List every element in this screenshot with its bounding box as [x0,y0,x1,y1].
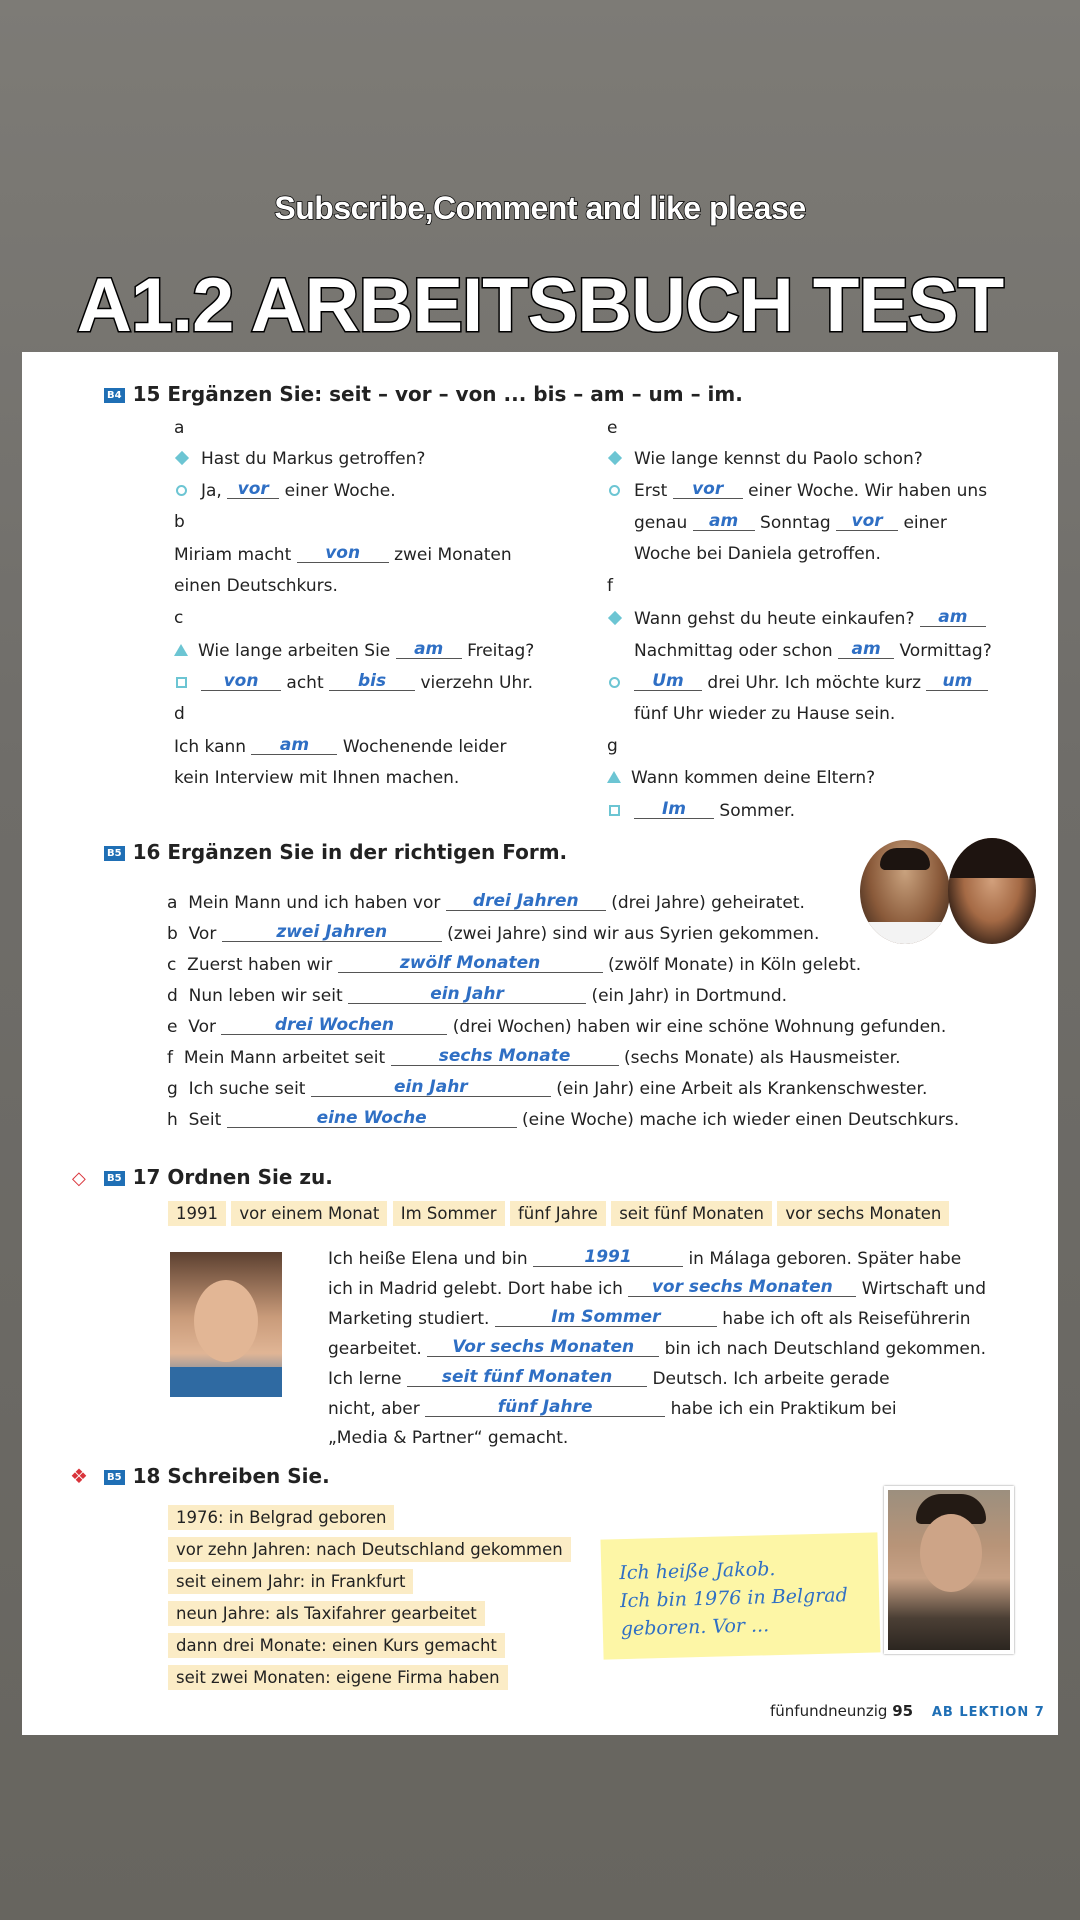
row-label: f [167,1048,173,1068]
row-label: g [167,1079,178,1099]
section-badge: B5 [104,846,125,861]
ex17-l5-post: Deutsch. Ich arbeite gerade [652,1369,890,1389]
answer-blank: von [201,672,281,691]
ex15-c-q-pre: Wie lange arbeiten Sie [198,641,391,661]
ex17-l2-post: Wirtschaft und [861,1279,986,1299]
ex15-a-pre: Ja, [201,481,222,501]
fact-item: seit einem Jahr: in Frankfurt [168,1569,413,1594]
square-bullet-icon [609,805,620,816]
fact-box [168,1569,413,1594]
ex15-a-answer-line [174,480,396,501]
square-bullet-icon [176,677,187,688]
option-box: Im Sommer [393,1201,505,1226]
ex15-c-post: vierzehn Uhr. [420,673,534,693]
answer-blank: drei Wochen [221,1016,447,1035]
answer-blank: 1991 [533,1248,683,1267]
circle-bullet-icon [609,485,620,496]
ex17-line5 [328,1368,890,1389]
ex15-g-answer-line [607,800,795,821]
circle-bullet-icon [609,677,620,688]
ex17-l6-pre: nicht, aber [328,1399,420,1419]
answer-blank: fünf Jahre [425,1398,665,1417]
ex15-e-post: einer Woche. Wir haben uns [748,481,988,501]
row-label: b [167,924,178,944]
ex17-l4-post: bin ich nach Deutschland gekommen. [664,1339,987,1359]
ex17-l5-pre: Ich lerne [328,1369,402,1389]
ex15-g-question [607,768,875,788]
ex15-d-line2: kein Interview mit Ihnen machen. [174,768,460,788]
row-label: e [167,1017,178,1037]
ex17-line1 [328,1248,961,1269]
open-diamond-marker-icon: ◇ [72,1168,86,1189]
fact-item: neun Jahre: als Taxifahrer gearbeitet [168,1601,485,1626]
ex15-label-c: c [174,608,184,628]
exercise-16-heading [104,840,567,864]
ex15-d-post: Wochenende leider [342,737,507,757]
row-post: (sechs Monate) als Hausmeister. [623,1048,901,1068]
row-pre: Seit [188,1110,222,1130]
ex15-c-answer-line [174,672,533,693]
jakob-photo [884,1486,1014,1654]
row-pre: Zuerst haben wir [187,955,333,975]
lesson-label: AB LEKTION 7 [931,1705,1045,1720]
workbook-page [22,352,1058,1735]
page-number: 95 [892,1702,914,1720]
answer-blank: seit fünf Monaten [407,1368,647,1387]
ex17-l6-post: habe ich ein Praktikum bei [670,1399,897,1419]
answer-blank: am [838,640,894,659]
ex15-c-q-post: Freitag? [467,641,535,661]
ex15-f-q-pre: Wann gehst du heute einkaufen? [634,609,915,629]
ex17-l4-pre: gearbeitet. [328,1339,422,1359]
answer-blank: am [251,736,337,755]
answer-blank: ein Jahr [311,1078,551,1097]
sticky-note [600,1532,880,1659]
ex16-row [167,923,819,944]
ex15-e-pre: Erst [634,481,668,501]
page-footer [770,1702,1045,1720]
ex15-f-l2-pre: Nachmittag oder schon [634,641,833,661]
exercise-15-title: 15 Ergänzen Sie: seit – vor – von ... bis – am – um – im. [132,382,743,406]
fact-item: vor zehn Jahren: nach Deutschland gekommen [168,1537,571,1562]
exercise-17-title: 17 Ordnen Sie zu. [132,1165,333,1189]
ex15-e-l2-pre: genau [634,513,688,533]
ex16-row [167,954,861,975]
section-badge: B4 [104,388,125,403]
ex17-l1-pre: Ich heiße Elena und bin [328,1249,528,1269]
ex15-e-l2-mid: Sonntag [760,513,831,533]
diamond-bullet-icon [608,611,622,625]
triangle-bullet-icon [174,644,188,656]
filled-diamond-marker-icon: ❖ [70,1464,88,1488]
option-box: vor einem Monat [231,1201,387,1226]
ex15-d-pre: Ich kann [174,737,247,757]
ex16-row [167,1047,901,1068]
section-badge: B5 [104,1171,125,1186]
fact-box [168,1537,571,1562]
fact-box [168,1633,505,1658]
ex17-l3-pre: Marketing studiert. [328,1309,490,1329]
row-post: (eine Woche) mache ich wieder einen Deutschkurs. [522,1110,960,1130]
answer-blank: drei Jahren [446,892,606,911]
row-pre: Vor [188,924,217,944]
option-box: fünf Jahre [510,1201,606,1226]
row-label: a [167,893,178,913]
ex15-e-question [607,449,923,469]
ex15-label-g: g [607,736,618,756]
fact-box [168,1601,485,1626]
row-pre: Ich suche seit [188,1079,306,1099]
ex15-f-question [607,608,986,629]
ex17-line7: „Media & Partner“ gemacht. [328,1428,569,1448]
ex15-e-line3: Woche bei Daniela getroffen. [634,544,881,564]
ex15-f-l3-mid: drei Uhr. Ich möchte kurz [707,673,922,693]
answer-blank: vor [836,512,898,531]
answer-blank: Um [634,672,702,691]
ex15-d-line1 [174,736,506,757]
exercise-15-heading [104,382,743,406]
elena-photo [170,1252,282,1397]
row-pre: Nun leben wir seit [188,986,343,1006]
fact-item: 1976: in Belgrad geboren [168,1505,394,1530]
subtitle-overlay: Subscribe,Comment and like please [274,190,806,226]
answer-blank: am [693,512,755,531]
answer-blank: sechs Monate [391,1047,619,1066]
answer-blank: vor [673,480,743,499]
ex15-label-e: e [607,418,618,438]
row-post: (ein Jahr) eine Arbeit als Krankenschwester. [556,1079,928,1099]
triangle-bullet-icon [607,771,621,783]
couple-photo-man [860,840,950,944]
ex16-row [167,892,805,913]
ex15-label-a: a [174,418,185,438]
ex15-f-line2 [634,640,992,661]
answer-blank: am [920,608,986,627]
ex16-row [167,1078,927,1099]
answer-blank: von [297,544,389,563]
ex15-e-line1 [607,480,987,501]
ex16-row [167,1016,946,1037]
note-line: geboren. Vor ... [620,1614,770,1641]
ex15-f-l2-post: Vormittag? [899,641,992,661]
exercise-18-heading [104,1464,330,1488]
ex15-a-post: einer Woche. [284,481,396,501]
ex17-l3-post: habe ich oft als Reiseführerin [722,1309,971,1329]
ex16-row [167,1109,959,1130]
section-badge: B5 [104,1470,125,1485]
answer-blank: um [926,672,988,691]
couple-photo-woman [948,838,1036,944]
page-number-word: fünfundneunzig [770,1702,888,1720]
answer-blank: Im Sommer [495,1308,717,1327]
answer-blank: zwölf Monaten [338,954,603,973]
ex15-g-question-text: Wann kommen deine Eltern? [631,768,876,788]
answer-blank: vor [227,480,279,499]
answer-blank: eine Woche [227,1109,517,1128]
option-box: vor sechs Monaten [777,1201,949,1226]
ex17-line2 [328,1278,986,1299]
ex17-line4 [328,1338,986,1359]
ex15-label-b: b [174,512,185,532]
answer-blank: ein Jahr [348,985,586,1004]
row-pre: Mein Mann und ich haben vor [188,893,441,913]
option-box-row [168,1201,949,1226]
exercise-18-title: 18 Schreiben Sie. [132,1464,330,1488]
exercise-16-title: 16 Ergänzen Sie in der richtigen Form. [132,840,568,864]
ex17-line6 [328,1398,897,1419]
exercise-17-heading [104,1165,333,1189]
row-post: (zwei Jahre) sind wir aus Syrien gekommen. [447,924,820,944]
ex17-l2-pre: ich in Madrid gelebt. Dort habe ich [328,1279,623,1299]
answer-blank: Im [634,800,714,819]
fact-item: seit zwei Monaten: eigene Firma haben [168,1665,508,1690]
option-box: 1991 [168,1201,226,1226]
ex17-line3 [328,1308,971,1329]
ex15-a-question-text: Hast du Markus getroffen? [201,449,426,469]
ex15-b-line2: einen Deutschkurs. [174,576,338,596]
fact-item: dann drei Monate: einen Kurs gemacht [168,1633,505,1658]
ex15-label-f: f [607,576,613,596]
title-overlay: A1.2 ARBEITSBUCH TEST [76,263,1004,348]
ex15-e-question-text: Wie lange kennst du Paolo schon? [634,449,923,469]
row-post: (ein Jahr) in Dortmund. [591,986,788,1006]
diamond-bullet-icon [608,451,622,465]
note-line: Ich bin 1976 in Belgrad [619,1584,849,1613]
fact-box [168,1665,508,1690]
answer-blank: Vor sechs Monaten [427,1338,659,1357]
ex15-b-post: zwei Monaten [394,545,512,565]
answer-blank: am [396,640,462,659]
ex15-b-pre: Miriam macht [174,545,292,565]
ex15-f-line3 [607,672,988,693]
ex17-l1-post: in Málaga geboren. Später habe [688,1249,962,1269]
circle-bullet-icon [176,485,187,496]
row-pre: Vor [188,1017,216,1037]
ex15-c-mid: acht [286,673,324,693]
ex15-label-d: d [174,704,185,724]
row-post: (drei Jahre) geheiratet. [611,893,805,913]
ex15-e-line2 [634,512,947,533]
ex15-b-line1 [174,544,512,565]
row-post: (drei Wochen) haben wir eine schöne Wohnung gefunden. [452,1017,947,1037]
row-label: d [167,986,178,1006]
answer-blank: bis [329,672,415,691]
row-label: c [167,955,177,975]
row-pre: Mein Mann arbeitet seit [183,1048,386,1068]
answer-blank: vor sechs Monaten [628,1278,856,1297]
ex15-a-question [174,449,425,469]
fact-box [168,1505,394,1530]
option-box: seit fünf Monaten [611,1201,772,1226]
ex15-c-question [174,640,534,661]
row-label: h [167,1110,178,1130]
ex15-g-post: Sommer. [719,801,796,821]
ex15-e-l2-post: einer [903,513,947,533]
ex15-f-line4: fünf Uhr wieder zu Hause sein. [634,704,896,724]
note-line: Ich heiße Jakob. [619,1558,776,1585]
row-post: (zwölf Monate) in Köln gelebt. [608,955,862,975]
diamond-bullet-icon [175,451,189,465]
ex16-row [167,985,787,1006]
answer-blank: zwei Jahren [222,923,442,942]
